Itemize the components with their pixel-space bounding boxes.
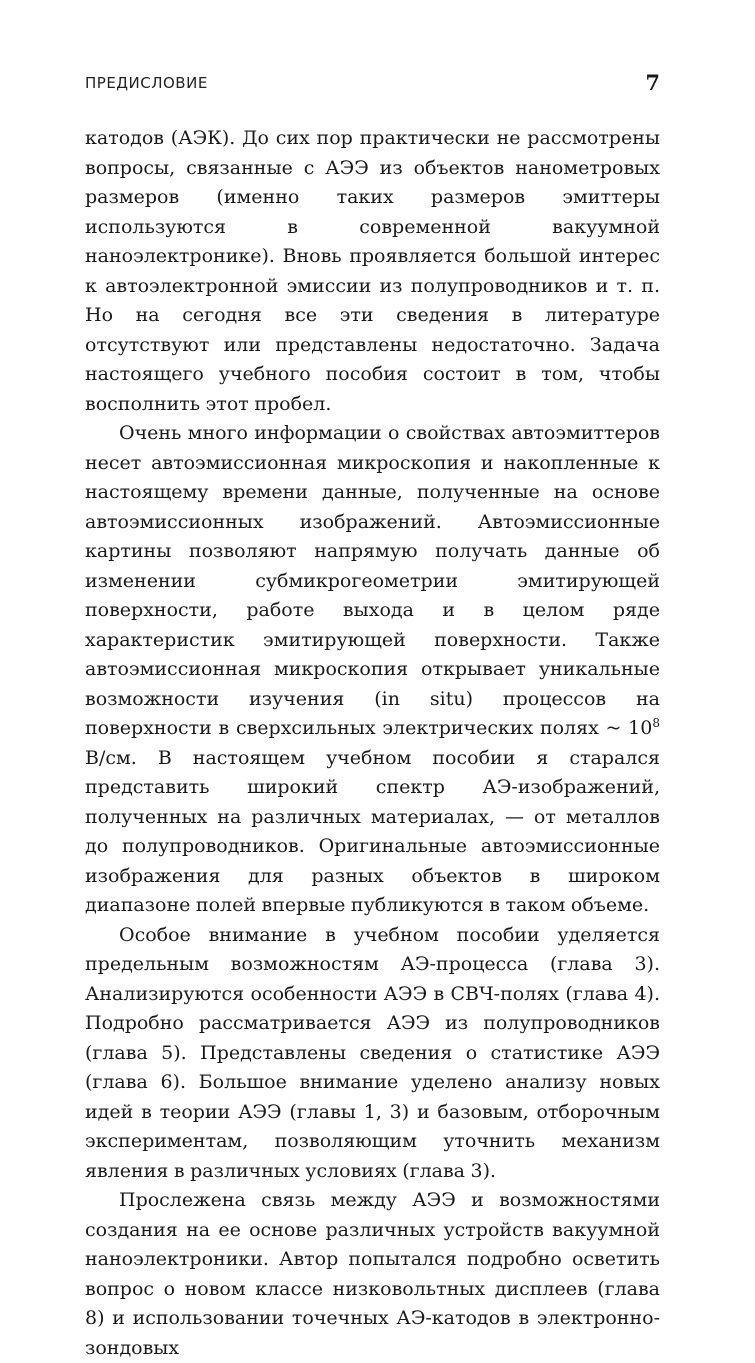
running-title: ПРЕДИСЛОВИЕ [85, 74, 208, 92]
paragraph-1: катодов (АЭК). До сих пор практически не рассмотрены вопросы, связанные с АЭЭ из объектов нанометровых размеров (именно таких размеров эмиттеры используются в современной вакуумной наноэлектронике). Вновь проявляется большой интерес к автоэлектронной эмиссии из полупроводников и т. п. Но на сегодня все эти сведения в литературе отсутствуют или представлены недостаточно. Задача настоящего учебного пособия состоит в том, чтобы восполнить этот пробел. [85, 127, 660, 415]
paragraph-2-part-a: Очень много информации о свойствах автоэмиттеров несет автоэмиссионная микроскопия и накопленные к настоящему времени данные, полученные на основе автоэмиссионных изображений. Автоэмиссионные картины позволяют напрямую получать данные об изменении субмикрогеометрии эмитирующей поверхности, работе выхода и в целом ряде характеристик эмитирующей поверхности. Также автоэмиссионная микроскопия открывает уникальные возможности изучения (in situ) процессов на поверхности в сверхсильных электрических полях ~ 10 [85, 422, 660, 739]
paragraph-4: Прослежена связь между АЭЭ и возможностями создания на ее основе различных устройств вакуумной наноэлектроники. Автор попытался подробно осветить вопрос о новом классе низковольтных дисплеев (глава 8) и использовании точечных АЭ-катодов в электронно-зондовых [85, 1189, 660, 1359]
body-text [85, 124, 660, 1363]
paragraph-3: Особое внимание в учебном пособии уделяется предельным возможностям АЭ-процесса (глава 3). Анализируются особенности АЭЭ в СВЧ-полях (глава 4). Подробно рассматривается АЭЭ из полупроводников (глава 5). Представлены сведения о статистике АЭЭ (глава 6). Большое внимание уделено анализу новых идей в теории АЭЭ (главы 1, 3) и базовым, отборочным экспериментам, позволяющим уточнить механизм явления в различных условиях (глава 3). [85, 923, 660, 1182]
exponent: 8 [652, 716, 660, 730]
paragraph-2-part-b: В/см. В настоящем учебном пособии я старался представить широкий спектр АЭ-изображений, полученных на различных материалах, — от металлов до полупроводников. Оригинальные автоэмиссионные изображения для разных объектов в широком диапазоне полей впервые публикуются в таком объеме. [85, 746, 660, 916]
running-head [85, 70, 660, 100]
page-number: 7 [645, 70, 660, 95]
paragraph-2 [85, 419, 660, 921]
